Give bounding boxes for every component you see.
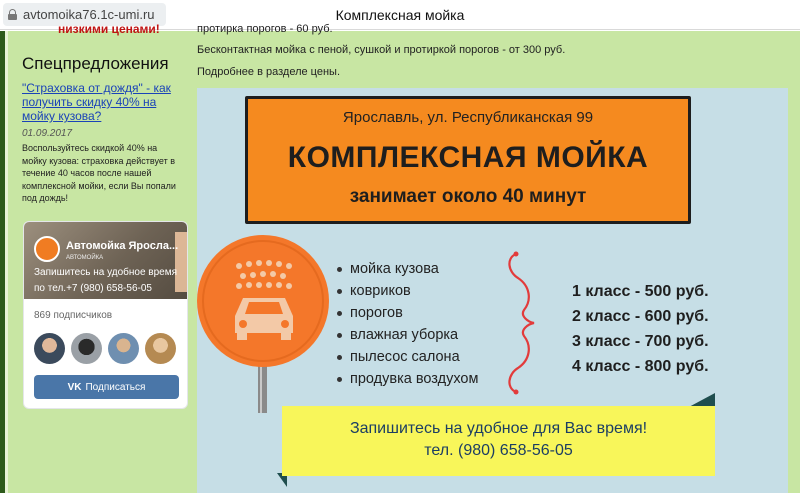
offer-description: Воспользуйтесь скидкой 40% на мойку кузова: страховка действует в течение 40 часов после нашей комплексной мойки, если Вы попали под дождь! (22, 143, 176, 203)
price-item: 3 класс - 700 руб. (572, 333, 709, 350)
avatar[interactable] (71, 333, 102, 364)
avatar[interactable] (108, 333, 139, 364)
banner-headline: КОМПЛЕКСНАЯ МОЙКА (287, 141, 649, 174)
list-item: мойка кузова (337, 258, 478, 280)
avatar[interactable] (34, 333, 65, 364)
list-item: ковриков (337, 280, 478, 302)
service-text-cut: протирка порогов - 60 руб. (197, 23, 333, 35)
vk-subscribe-label: Подписаться (85, 381, 146, 393)
promo-banner (197, 88, 788, 493)
service-text: Бесконтактная мойка с пеной, сушкой и протиркой порогов - от 300 руб. (197, 44, 566, 56)
avatar[interactable] (145, 333, 176, 364)
decorative-brace-icon (502, 248, 547, 398)
price-item: 1 класс - 500 руб. (572, 283, 709, 300)
vk-logo-caption: АВТОМОЙКА (66, 255, 104, 261)
vk-subscribers-count[interactable]: 869 подписчиков (34, 310, 113, 321)
price-item: 4 класс - 800 руб. (572, 358, 709, 375)
vk-subscribe-button[interactable] (34, 375, 179, 399)
list-item: продувка воздухом (337, 368, 478, 390)
list-item: влажная уборка (337, 324, 478, 346)
vk-subscriber-avatars (34, 333, 176, 364)
left-border-inner (5, 31, 8, 493)
booking-callout (282, 406, 715, 476)
vk-widget (23, 221, 188, 409)
vk-cover-line1: Запишитесь на удобное время (34, 267, 178, 278)
banner-header (245, 96, 691, 224)
vk-logo-icon: VK (67, 381, 82, 393)
vk-cover-line2: по тел.+7 (980) 658-56-05 (34, 283, 152, 294)
page (0, 22, 800, 493)
offers-title: Спецпредложения (22, 54, 169, 73)
booking-phone: тел. (980) 658-56-05 (424, 442, 573, 459)
offer-date: 01.09.2017 (22, 128, 73, 139)
vk-group-logo[interactable] (34, 236, 60, 262)
price-item: 2 класс - 600 руб. (572, 308, 709, 325)
vk-group-name[interactable]: Автомойка Яросла... (66, 240, 179, 252)
list-item: пылесос салона (337, 346, 478, 368)
car-wash-sign-icon (197, 228, 332, 413)
vk-cover-image[interactable] (24, 222, 188, 299)
offer-link[interactable]: "Страховка от дождя" - как получить скидку 40% на мойку кузова? (22, 81, 171, 123)
list-item: порогов (337, 302, 478, 324)
price-list (572, 279, 709, 379)
banner-address: Ярославль, ул. Республиканская 99 (342, 109, 594, 126)
services-list (337, 258, 478, 390)
banner-duration: занимает около 40 минут (349, 186, 587, 207)
prices-hint: Подробнее в разделе цены. (197, 66, 341, 78)
sidebar (10, 22, 190, 493)
promo-text: низкими ценами! (58, 22, 160, 36)
url-text[interactable]: avtomoika76.1c-umi.ru (23, 7, 155, 22)
window-title: Комплексная мойка (335, 7, 465, 23)
booking-text: Запишитесь на удобное для Вас время! (349, 420, 648, 437)
